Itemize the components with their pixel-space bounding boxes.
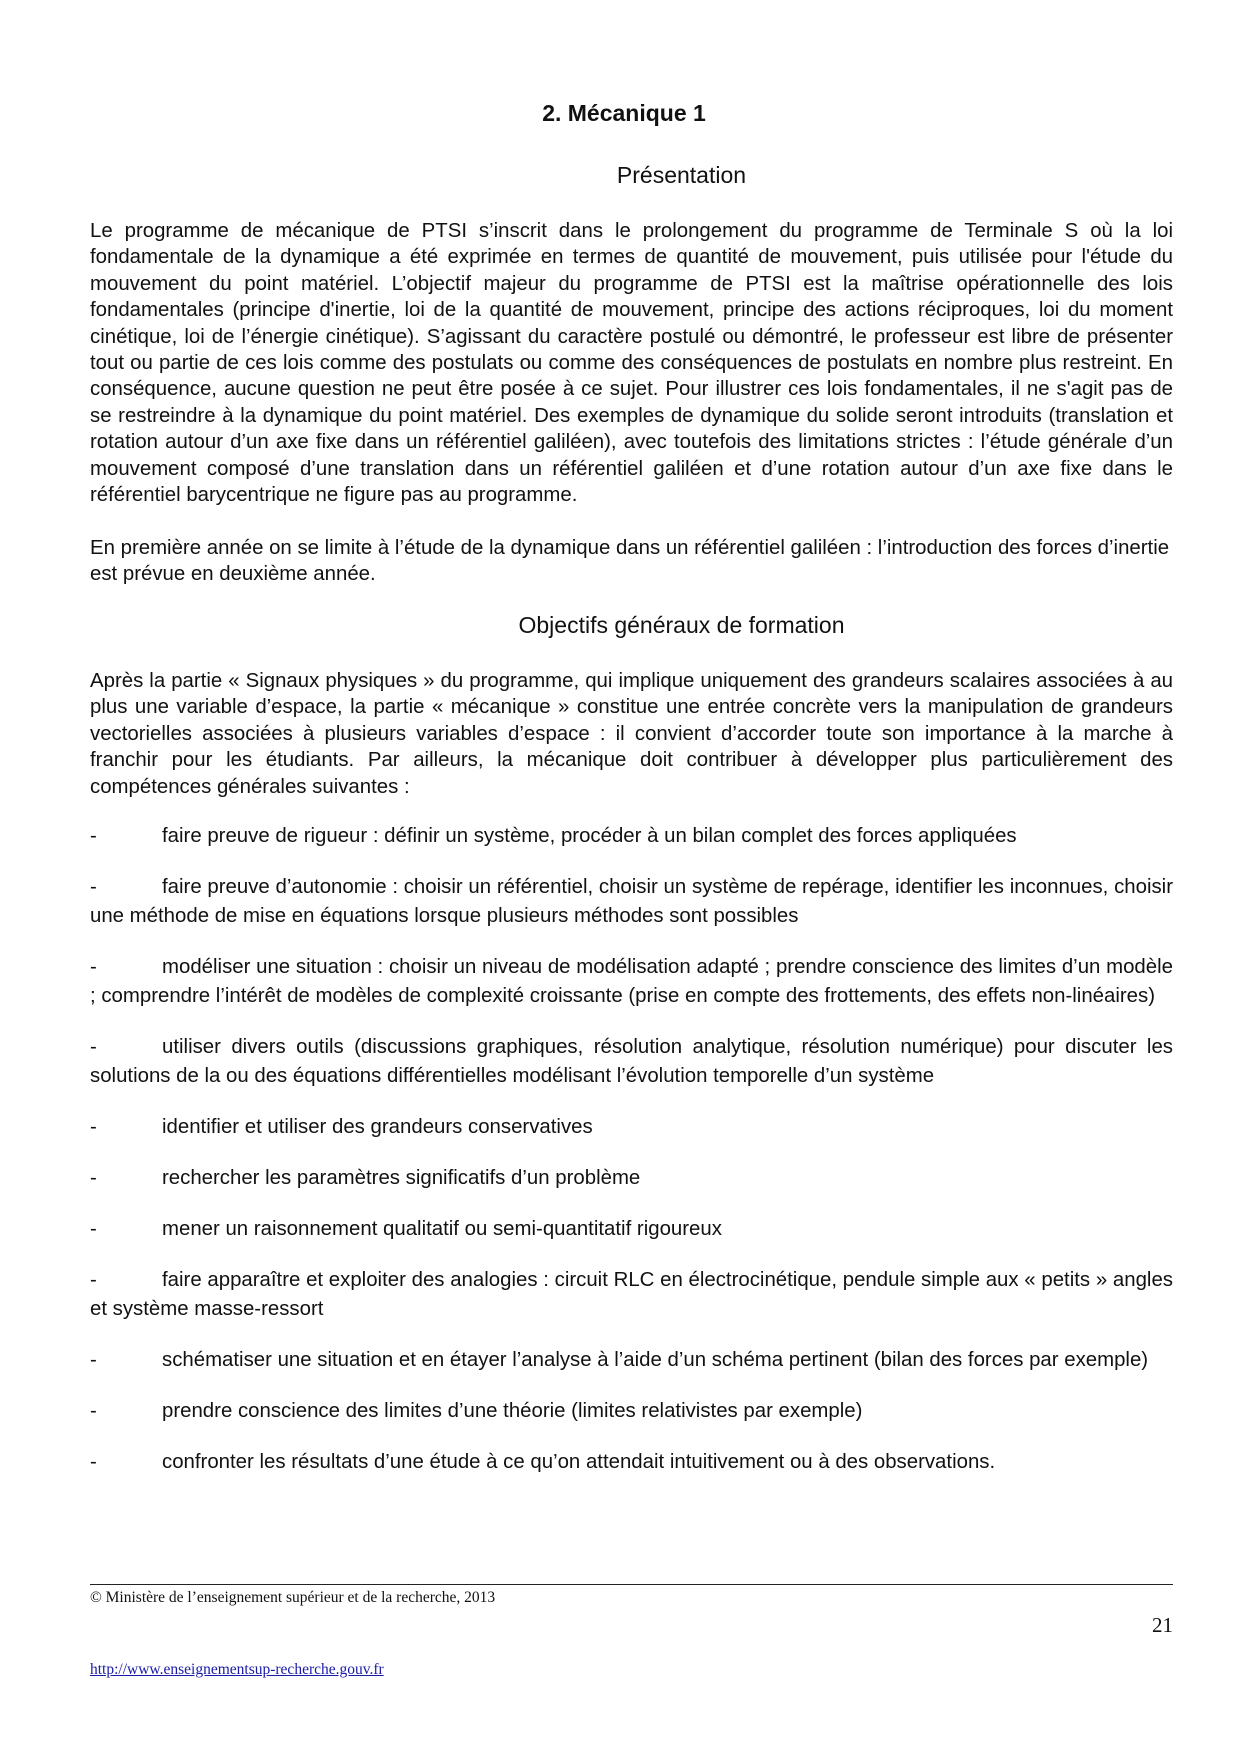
bullet-dash: - <box>90 956 97 978</box>
section-title: 2. Mécanique 1 <box>542 100 706 126</box>
list-item <box>90 1033 1173 1091</box>
list-item <box>90 1215 1173 1244</box>
footer-copyright: © Ministère de l’enseignement supérieur et de la recherche, 2013 <box>90 1589 496 1606</box>
list-item <box>90 1346 1173 1375</box>
list-item-text: utiliser divers outils (discussions graphiques, résolution analytique, résolution numérique) pour discuter les solutions de la ou des équations différentielles modélisant l’évolution temporelle d’un système <box>90 1036 1173 1087</box>
bullet-dash: - <box>90 1269 97 1291</box>
list-item <box>90 1448 1173 1477</box>
presentation-paragraph-2: En première année on se limite à l’étude de la dynamique dans un référentiel galiléen : l’introduction des forces d’inertie est prévue en deuxième année. <box>90 537 1170 586</box>
bullet-dash: - <box>90 825 97 847</box>
footer-website-link[interactable]: http://www.enseignementsup-recherche.gouv.fr <box>90 1661 384 1678</box>
list-item-text: identifier et utiliser des grandeurs conservatives <box>162 1116 593 1138</box>
list-item <box>90 1266 1173 1324</box>
list-item-text: faire preuve d’autonomie : choisir un référentiel, choisir un système de repérage, identifier les inconnues, choisir une méthode de mise en équations lorsque plusieurs méthodes sont possibles <box>90 876 1173 927</box>
list-item-text: faire preuve de rigueur : définir un système, procéder à un bilan complet des forces appliquées <box>162 825 1017 847</box>
document-page <box>90 0 1173 1754</box>
presentation-paragraph-1: Le programme de mécanique de PTSI s’inscrit dans le prolongement du programme de Terminale S où la loi fondamentale de la dynamique a été exprimée en termes de quantité de mouvement, puis utilisée pour l'étude du mouvement du point matériel. L’objectif majeur du programme de PTSI est la maîtrise opérationnelle des lois fondamentales (principe d'inertie, loi de la quantité de mouvement, principe des actions réciproques, loi du moment cinétique, loi de l’énergie cinétique). S’agissant du caractère postulé ou démontré, le professeur est libre de présenter tout ou partie de ces lois comme des postulats ou comme des conséquences de postulats en nombre plus restreint. En conséquence, aucune question ne peut être posée à ce sujet. Pour illustrer ces lois fondamentales, il ne s'agit pas de se restreindre à la dynamique du point matériel. Des exemples de dynamique du solide seront introduits (translation et rotation autour d’un axe fixe dans un référentiel galiléen), avec toutefois des limitations strictes : l’étude générale d’un mouvement composé d’une translation dans un référentiel galiléen et d’une rotation autour d’un axe fixe dans le référentiel barycentrique ne figure pas au programme. <box>90 220 1173 507</box>
bullet-dash: - <box>90 876 97 898</box>
list-item-text: prendre conscience des limites d’une théorie (limites relativistes par exemple) <box>162 1400 863 1422</box>
list-item-text: modéliser une situation : choisir un niveau de modélisation adapté ; prendre conscience des limites d’un modèle ; comprendre l’intérêt de modèles de complexité croissante (prise en compte des frottements, des effets non-linéaires) <box>90 956 1173 1007</box>
objectifs-intro: Après la partie « Signaux physiques » du programme, qui implique uniquement des grandeurs scalaires associées à au plus une variable d’espace, la partie « mécanique » constitue une entrée concrète vers la manipulation de grandeurs vectorielles associées à plusieurs variables d’espace : il convient d’accorder toute son importance à la marche à franchir pour les étudiants. Par ailleurs, la mécanique doit contribuer à développer plus particulièrement des compétences générales suivantes : <box>90 670 1173 798</box>
bullet-dash: - <box>90 1116 97 1138</box>
list-item <box>90 1164 1173 1193</box>
bullet-dash: - <box>90 1349 97 1371</box>
competences-list <box>90 822 1173 1499</box>
bullet-dash: - <box>90 1218 97 1240</box>
bullet-dash: - <box>90 1036 97 1058</box>
objectifs-subtitle: Objectifs généraux de formation <box>518 612 845 638</box>
presentation-subtitle: Présentation <box>616 162 747 188</box>
footer-divider <box>90 1584 1173 1585</box>
page-number: 21 <box>1152 1613 1173 1637</box>
list-item <box>90 953 1173 1011</box>
list-item <box>90 822 1173 851</box>
bullet-dash: - <box>90 1451 97 1473</box>
bullet-dash: - <box>90 1400 97 1422</box>
list-item-text: confronter les résultats d’une étude à ce qu’on attendait intuitivement ou à des observations. <box>162 1451 996 1473</box>
list-item <box>90 873 1173 931</box>
list-item <box>90 1113 1173 1142</box>
list-item-text: mener un raisonnement qualitatif ou semi-quantitatif rigoureux <box>162 1218 722 1240</box>
list-item <box>90 1397 1173 1426</box>
list-item-text: schématiser une situation et en étayer l’analyse à l’aide d’un schéma pertinent (bilan des forces par exemple) <box>162 1349 1149 1371</box>
bullet-dash: - <box>90 1167 97 1189</box>
list-item-text: rechercher les paramètres significatifs d’un problème <box>162 1167 641 1189</box>
list-item-text: faire apparaître et exploiter des analogies : circuit RLC en électrocinétique, pendule simple aux « petits » angles et système masse-ressort <box>90 1269 1173 1320</box>
